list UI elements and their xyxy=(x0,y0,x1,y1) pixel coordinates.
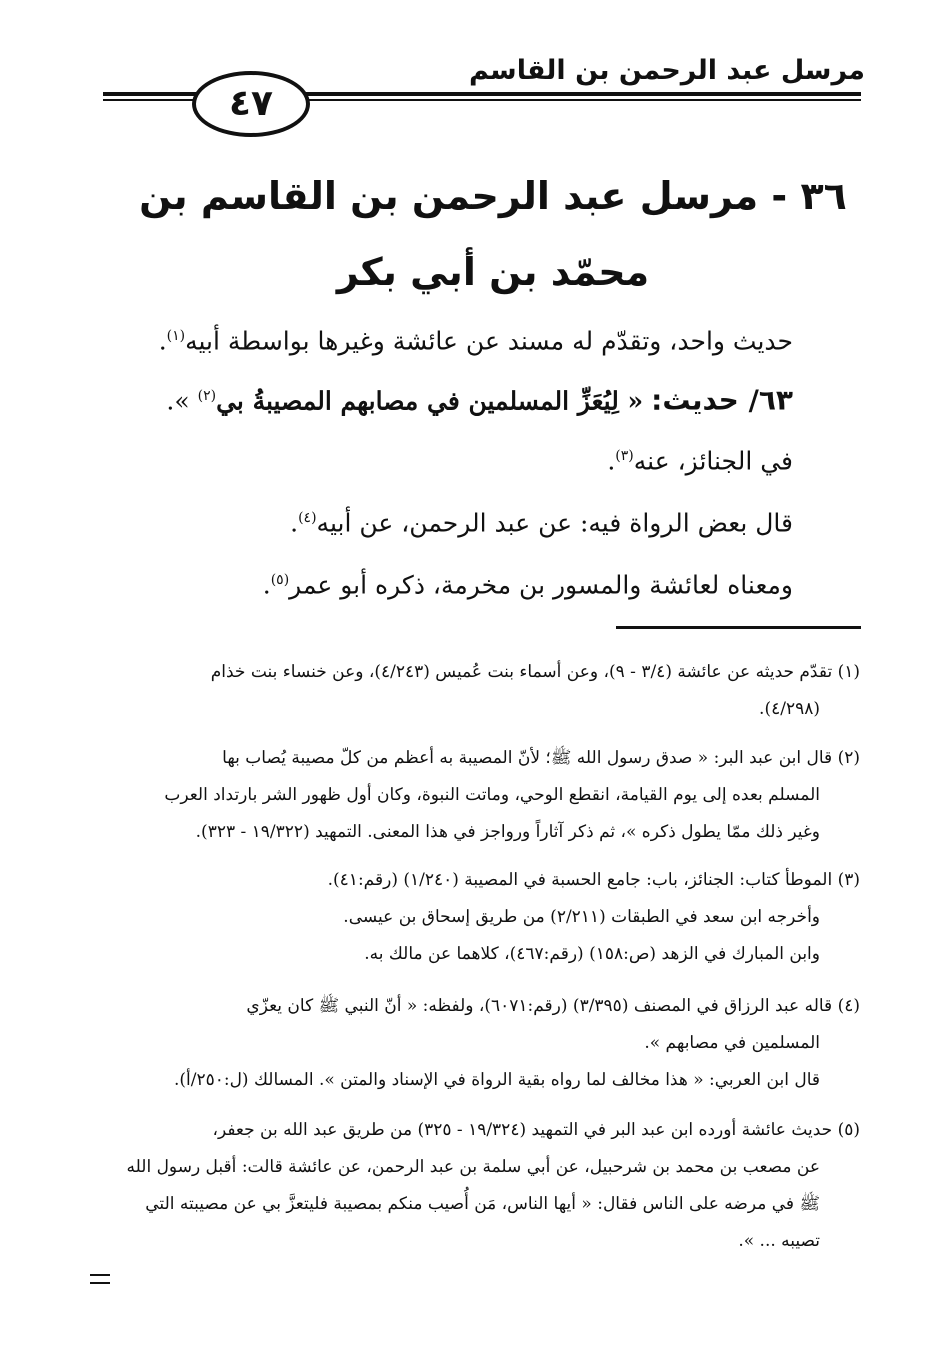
source-line: في الجنائز، عنه$^{(٣)}$. xyxy=(607,446,793,476)
footnote-line: (١) تقدّم حديثه عن عائشة (٣/٤ - ٩)، وعن أسماء بنت عُميس (٤/٢٤٣)، وعن خنساء بنت خذام xyxy=(210,662,860,682)
hadith-line xyxy=(166,378,793,419)
meaning-line: ومعناه لعائشة والمسور بن مخرمة، ذكره أبو عمر$^{(٥)}$. xyxy=(262,570,793,600)
footnote-line: وأخرجه ابن سعد في الطبقات (٢/٢١١) من طريق إسحاق بن عيسى. xyxy=(343,907,820,927)
footnote-line: عن مصعب بن محمد بن شرحبيل، عن أبي سلمة بن عبد الرحمن، عن عائشة قالت: أقبل رسول الله xyxy=(126,1157,820,1177)
intro-line: حديث واحد، وتقدّم له مسند عن عائشة وغيرها بواسطة أبيه$^{(١)}$. xyxy=(158,326,793,356)
footnote-line: (٣) الموطأ كتاب: الجنائز، باب: جامع الحسبة في المصيبة (١/٢٤٠) (رقم:٤١). xyxy=(327,870,860,890)
footnote-separator xyxy=(616,626,861,629)
footnote-line: المسلمين في مصابهم ». xyxy=(644,1033,820,1053)
chapter-title: ٣٦ - مرسل عبد الرحمن بن القاسم بن محمّد بن أبي بكر xyxy=(139,174,847,294)
narrators-line: قال بعض الرواة فيه: عن عبد الرحمن، عن أبيه$^{(٤)}$. xyxy=(290,508,793,538)
continuation-mark xyxy=(90,1274,110,1284)
footnote-ref-3: (٣) xyxy=(615,448,634,464)
meaning-text: ومعناه لعائشة والمسور بن مخرمة، ذكره أبو عمر xyxy=(289,570,793,600)
source-text: في الجنائز، عنه xyxy=(633,446,793,476)
narrators-text: قال بعض الرواة فيه: عن عبد الرحمن، عن أبيه xyxy=(316,508,793,538)
footnote-3 xyxy=(100,862,860,973)
footnote-line: (٤) قاله عبد الرزاق في المصنف (٣/٣٩٥) (رقم:٦٠٧١)، ولفظه: « أنّ النبي ﷺ كان يعزّي xyxy=(246,996,860,1016)
intro-text: حديث واحد، وتقدّم له مسند عن عائشة وغيرها بواسطة أبيه xyxy=(185,326,793,356)
footnote-ref-4: (٤) xyxy=(298,510,317,526)
hadith-end: ». xyxy=(166,386,190,416)
hadith-text: « لِيُعَزِّ المسلمين في مصابهم المصيبةُ بي xyxy=(216,386,644,416)
footnote-1 xyxy=(100,654,860,728)
footnote-line: (٢) قال ابن عبد البر: « صدق رسول الله ﷺ؛ لأنّ المصيبة به أعظم من كلّ مصيبة يُصاب بها xyxy=(222,748,860,768)
footnote-2 xyxy=(100,740,860,851)
footnote-ref-5: (٥) xyxy=(270,572,290,588)
running-title: مرسل عبد الرحمن بن القاسم xyxy=(469,55,865,86)
footnote-ref-2: (٢) xyxy=(197,388,217,404)
footnote-line: وغير ذلك ممّا يطول ذكره »، ثم ذكر آثاراً ورواجز في هذا المعنى. التمهيد (١٩/٣٢٢ - ٣٢٣). xyxy=(195,822,820,842)
footnote-ref-1: (١) xyxy=(166,328,186,344)
footnote-line: تصيبه ... ». xyxy=(738,1231,820,1251)
footnote-line: (٥) حديث عائشة أورده ابن عبد البر في التمهيد (١٩/٣٢٤ - ٣٢٥) من طريق عبد الله بن جعفر، xyxy=(212,1120,860,1140)
footnote-line: المسلم بعده إلى يوم القيامة، انقطع الوحي، وماتت النبوة، وكان أول ظهور الشر بارتداد العرب xyxy=(164,785,820,805)
footnote-line: وابن المبارك في الزهد (ص:١٥٨) (رقم:٤٦٧)، كلاهما عن مالك به. xyxy=(364,944,820,964)
page-number: ٤٧ xyxy=(192,71,310,137)
footnote-4 xyxy=(100,988,860,1099)
footnote-line: قال ابن العربي: « هذا مخالف لما رواه بقية الرواة في الإسناد والمتن ». المسالك (ل:٢٥٠/أ). xyxy=(173,1070,820,1090)
footnote-line: ﷺ في مرضه على الناس فقال: « أيها الناس، مَن أُصيب منكم بمصيبة فليتعزَّ بي عن مصيبته التي xyxy=(145,1194,820,1214)
footnote-line: (٤/٢٩٨). xyxy=(759,699,820,719)
hadith-label: ٦٣/ حديث: xyxy=(651,383,793,417)
footnote-5 xyxy=(100,1112,860,1260)
